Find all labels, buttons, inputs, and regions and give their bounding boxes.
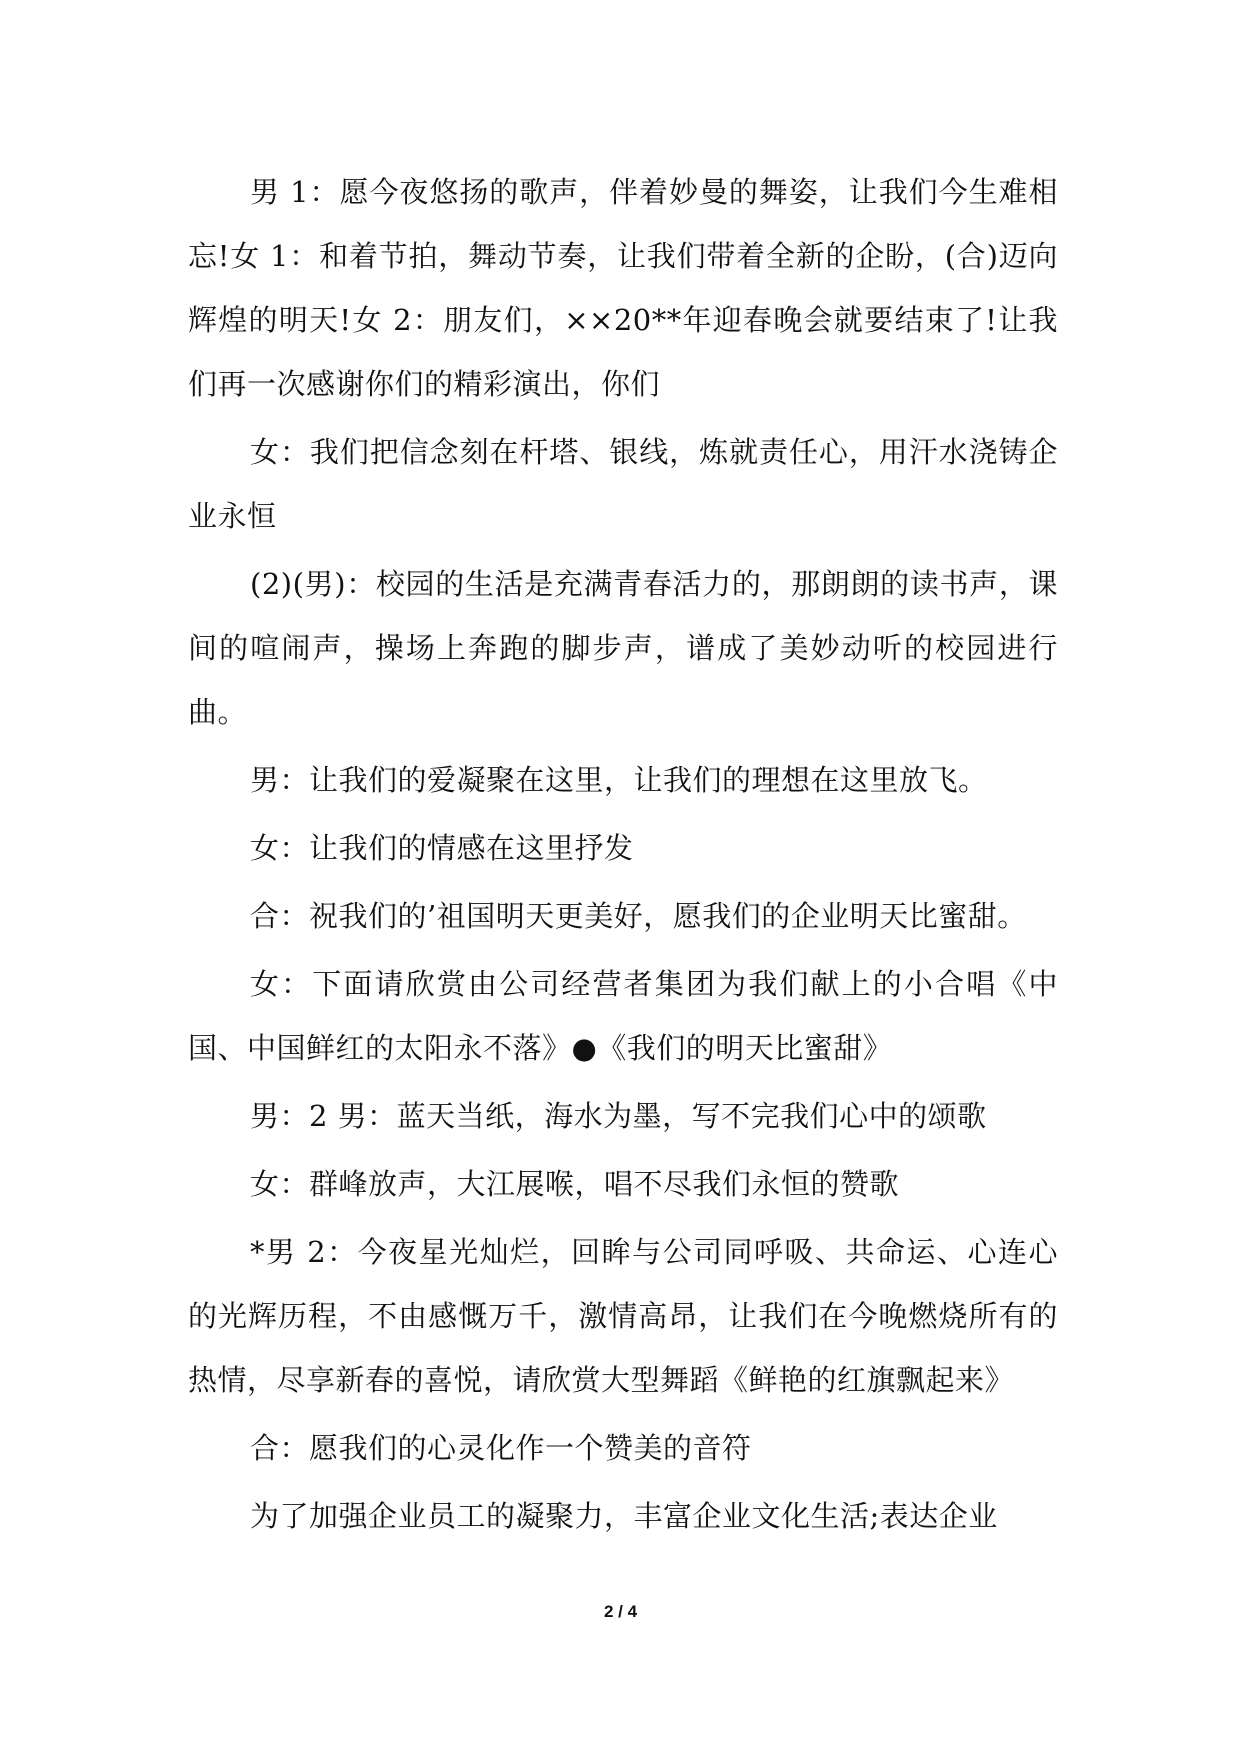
paragraph: 男 1：愿今夜悠扬的歌声，伴着妙曼的舞姿，让我们今生难相忘!女 1：和着节拍，舞动节奏，让我们带着全新的企盼，(合)迈向辉煌的明天!女 2：朋友们，××20**年迎春晚会就要结束了!让我们再一次感谢你们的精彩演出，你们 bbox=[188, 175, 1058, 401]
document-body bbox=[188, 160, 1058, 1552]
paragraph: 女：我们把信念刻在杆塔、银线，炼就责任心，用汗水浇铸企业永恒 bbox=[188, 435, 1058, 533]
paragraph: 女：群峰放声，大江展喉，唱不尽我们永恒的赞歌 bbox=[250, 1167, 900, 1201]
paragraph: 合：愿我们的心灵化作一个赞美的音符 bbox=[250, 1431, 752, 1465]
paragraph: 合：祝我们的’祖国明天更美好，愿我们的企业明天比蜜甜。 bbox=[250, 899, 1027, 933]
paragraph: 男：让我们的爱凝聚在这里，让我们的理想在这里放飞。 bbox=[250, 763, 988, 797]
paragraph: *男 2：今夜星光灿烂，回眸与公司同呼吸、共命运、心连心的光辉历程，不由感慨万千，激情高昂，让我们在今晚燃烧所有的热情，尽享新春的喜悦，请欣赏大型舞蹈《鲜艳的红旗飘起来》 bbox=[188, 1235, 1058, 1397]
paragraph: 女：让我们的情感在这里抒发 bbox=[250, 831, 634, 865]
paragraph: 女：下面请欣赏由公司经营者集团为我们献上的小合唱《中国、中国鲜红的太阳永不落》●《我们的明天比蜜甜》 bbox=[188, 967, 1058, 1065]
paragraph: (2)(男)：校园的生活是充满青春活力的，那朗朗的读书声，课间的喧闹声，操场上奔跑的脚步声，谱成了美妙动听的校园进行曲。 bbox=[188, 567, 1058, 729]
page-number: 2 / 4 bbox=[603, 1602, 638, 1621]
paragraph: 为了加强企业员工的凝聚力，丰富企业文化生活;表达企业 bbox=[250, 1499, 998, 1533]
paragraph: 男：2 男：蓝天当纸，海水为墨，写不完我们心中的颂歌 bbox=[250, 1099, 987, 1133]
